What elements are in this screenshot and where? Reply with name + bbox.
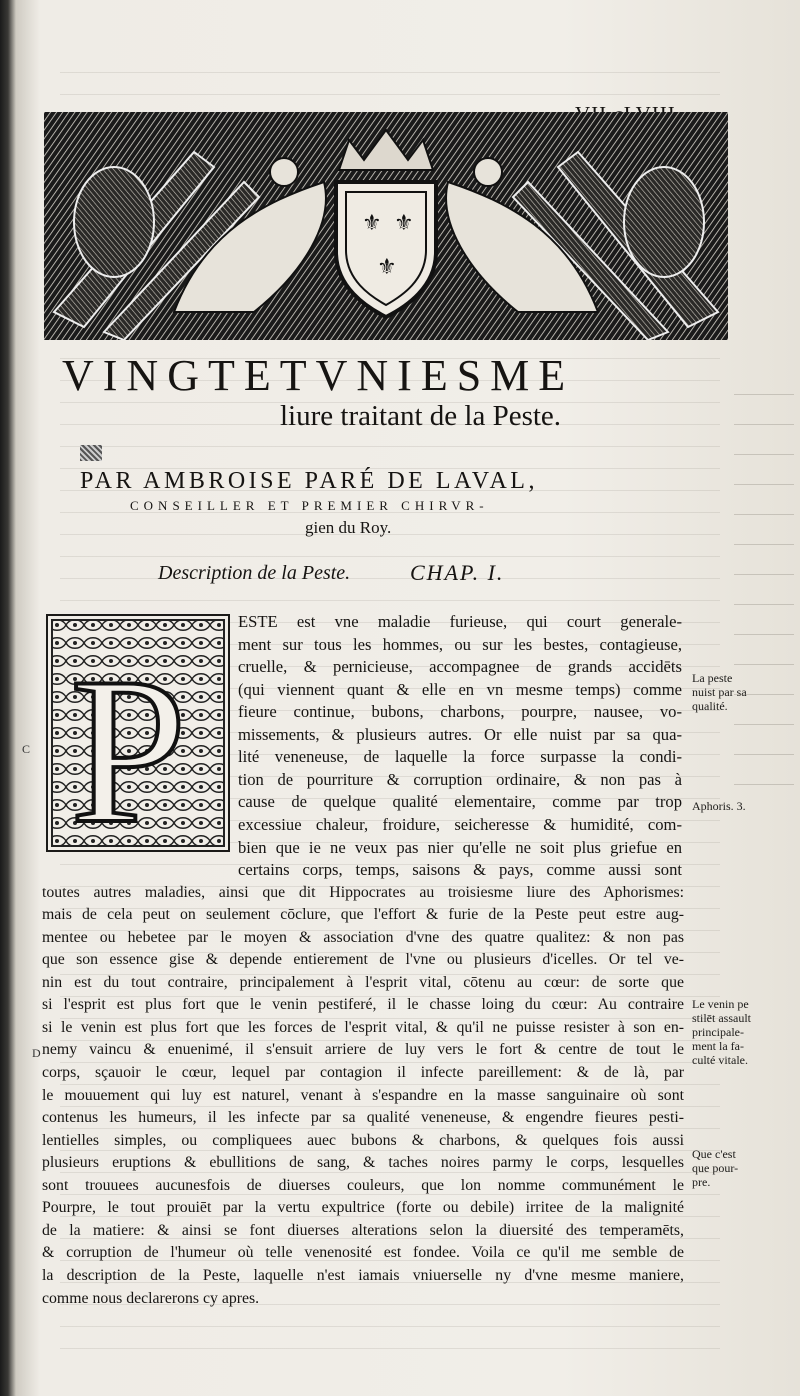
margin-note-line: principale-	[692, 1025, 744, 1039]
author-role: CONSEILLER ET PREMIER CHIRVR-	[130, 498, 489, 513]
svg-text:⚜: ⚜	[394, 211, 414, 236]
text-line: contenus les humeurs, il les infecte par sa qualité veneneuse, & engendre fieures pesti-	[42, 1109, 684, 1127]
text-line: certains corps, temps, saisons & pays, comme aussi sont	[238, 860, 682, 880]
book-title: VINGTETVNIESME	[62, 351, 575, 400]
book-subtitle: liure traitant de la Peste.	[280, 400, 562, 432]
svg-text:⚜: ⚜	[362, 211, 382, 236]
text-line: nemy vaincu & enuenimé, il s'ensuit arriere de luy vers le fort & centre de tout le	[42, 1041, 684, 1059]
bleed-edge	[734, 380, 794, 800]
chapter-heading: Description de la Peste.	[158, 562, 351, 584]
text-line: comme nous declarerons cy apres.	[42, 1289, 260, 1307]
text-line: cause de quelque qualité elementaire, comme par trop	[238, 792, 682, 812]
section-letter: C	[22, 742, 31, 756]
text-line: plusieurs eruptions & ebullitions de sang, & taches noires parmy le corps, lesquelles	[42, 1154, 684, 1172]
chapter-label: CHAP. I.	[410, 560, 505, 585]
svg-text:⚜: ⚜	[377, 255, 397, 280]
text-line: si le venin est plus fort que les forces de l'esprit vital, & qu'il ne puisse resister à son en-	[42, 1018, 684, 1036]
small-ornament-icon	[80, 445, 102, 461]
text-line: Pourpre, le tout prouiēt par la vertu expultrice (forte ou debile) irritee de la malignité	[42, 1199, 684, 1217]
margin-note-line: Que c'est	[692, 1147, 736, 1161]
margin-note-line: Aphoris. 3.	[692, 799, 746, 813]
author-line: PAR AMBROISE PARÉ DE LAVAL,	[80, 468, 538, 494]
text-line: ment sur tous les hommes, ou sur les bestes, contagieuse,	[238, 634, 682, 654]
text-line: corps, sçauoir le cœur, lequel par contagion il infecte pareillement: & de là, par	[42, 1064, 684, 1081]
text-line: toutes autres maladies, ainsi que dit Hippocrates au troisiesme liure des Aphorismes:	[42, 883, 684, 901]
text-line: lentielles simples, ou compliquees auec bubons & charbons, & quelques fois aussi	[42, 1131, 684, 1149]
text-line: sont trouuees aucunesfois de diuerses couleurs, que lon nomme communément le	[42, 1176, 684, 1194]
text-line: lité veneneuse, de laquelle la force surpasse la condi-	[238, 747, 682, 767]
initial-letter: P	[70, 635, 187, 850]
margin-note-line: que pour-	[692, 1161, 739, 1175]
text-line: nin est du tout contraire, principalement à l'esprit vital, cōtenu au cœur: de sorte que	[42, 973, 684, 991]
text-line: fieure continue, bubons, charbons, pourpre, nausee, vo-	[238, 702, 682, 722]
decorated-initial	[46, 614, 230, 852]
margin-note-line: ment la fa-	[692, 1039, 744, 1053]
text-line: mentee ou hebetee par le moyen & association d'vne des quatre qualitez: & non pas	[42, 928, 684, 946]
margin-note-line: nuist par sa	[692, 685, 747, 699]
author-role-continued: gien du Roy.	[305, 518, 392, 537]
text-line: que son essence gise & depende entierement de l'vne ou plusieurs d'icelles. Or tel ve-	[42, 951, 684, 969]
text-line: la description de la Peste, laquelle n'est iamais vniuerselle ny d'vne mesme maniere,	[42, 1266, 684, 1284]
margin-note-line: La peste	[692, 671, 733, 685]
text-line: ESTE est vne maladie furieuse, qui court generale-	[238, 612, 682, 631]
text-line: si l'esprit est plus fort que le venin pestiferé, il le chasse loing du cœur: Au contraire	[42, 996, 684, 1014]
text-line: mais de cela peut on seulement cōclure, que l'effort & furie de la Peste peut estre aug-	[42, 906, 684, 924]
text-line: excessiue chaleur, froidure, seicheresse & humidité, com-	[238, 814, 682, 834]
margin-note-line: qualité.	[692, 699, 728, 713]
text-line: le mouuement qui luy est naturel, venant à s'espandre en la masse sanguinaire où sont	[42, 1086, 684, 1104]
text-line: (qui viennent quant & elle en vn mesme temps) comme	[238, 679, 682, 699]
text-line: missements, & plusieurs autres. Or elle nuist par sa qua-	[238, 724, 682, 744]
text-line: bien que ie ne veux pas nier qu'elle ne soit plus griefue en	[238, 837, 682, 857]
section-letter: D	[32, 1046, 41, 1060]
margin-note-line: culté vitale.	[692, 1053, 748, 1067]
text-line: tion de pourriture & corruption ordinaire, & non pas à	[238, 769, 682, 789]
text-line: & corruption de l'humeur où telle venenosité est fondee. Voila ce qu'il me semble de	[42, 1244, 684, 1262]
text-line: cruelle, & pernicieuse, accompagnee de grands accidēts	[238, 657, 682, 677]
margin-note-line: stilēt assault	[692, 1011, 751, 1025]
woodcut-headpiece	[44, 112, 728, 340]
margin-note-line: pre.	[692, 1175, 711, 1189]
margin-note-line: Le venin pe	[692, 997, 749, 1011]
text-line: de la matiere: & ainsi se font diuerses alterations selon la diuersité des temperamēts,	[42, 1221, 684, 1239]
